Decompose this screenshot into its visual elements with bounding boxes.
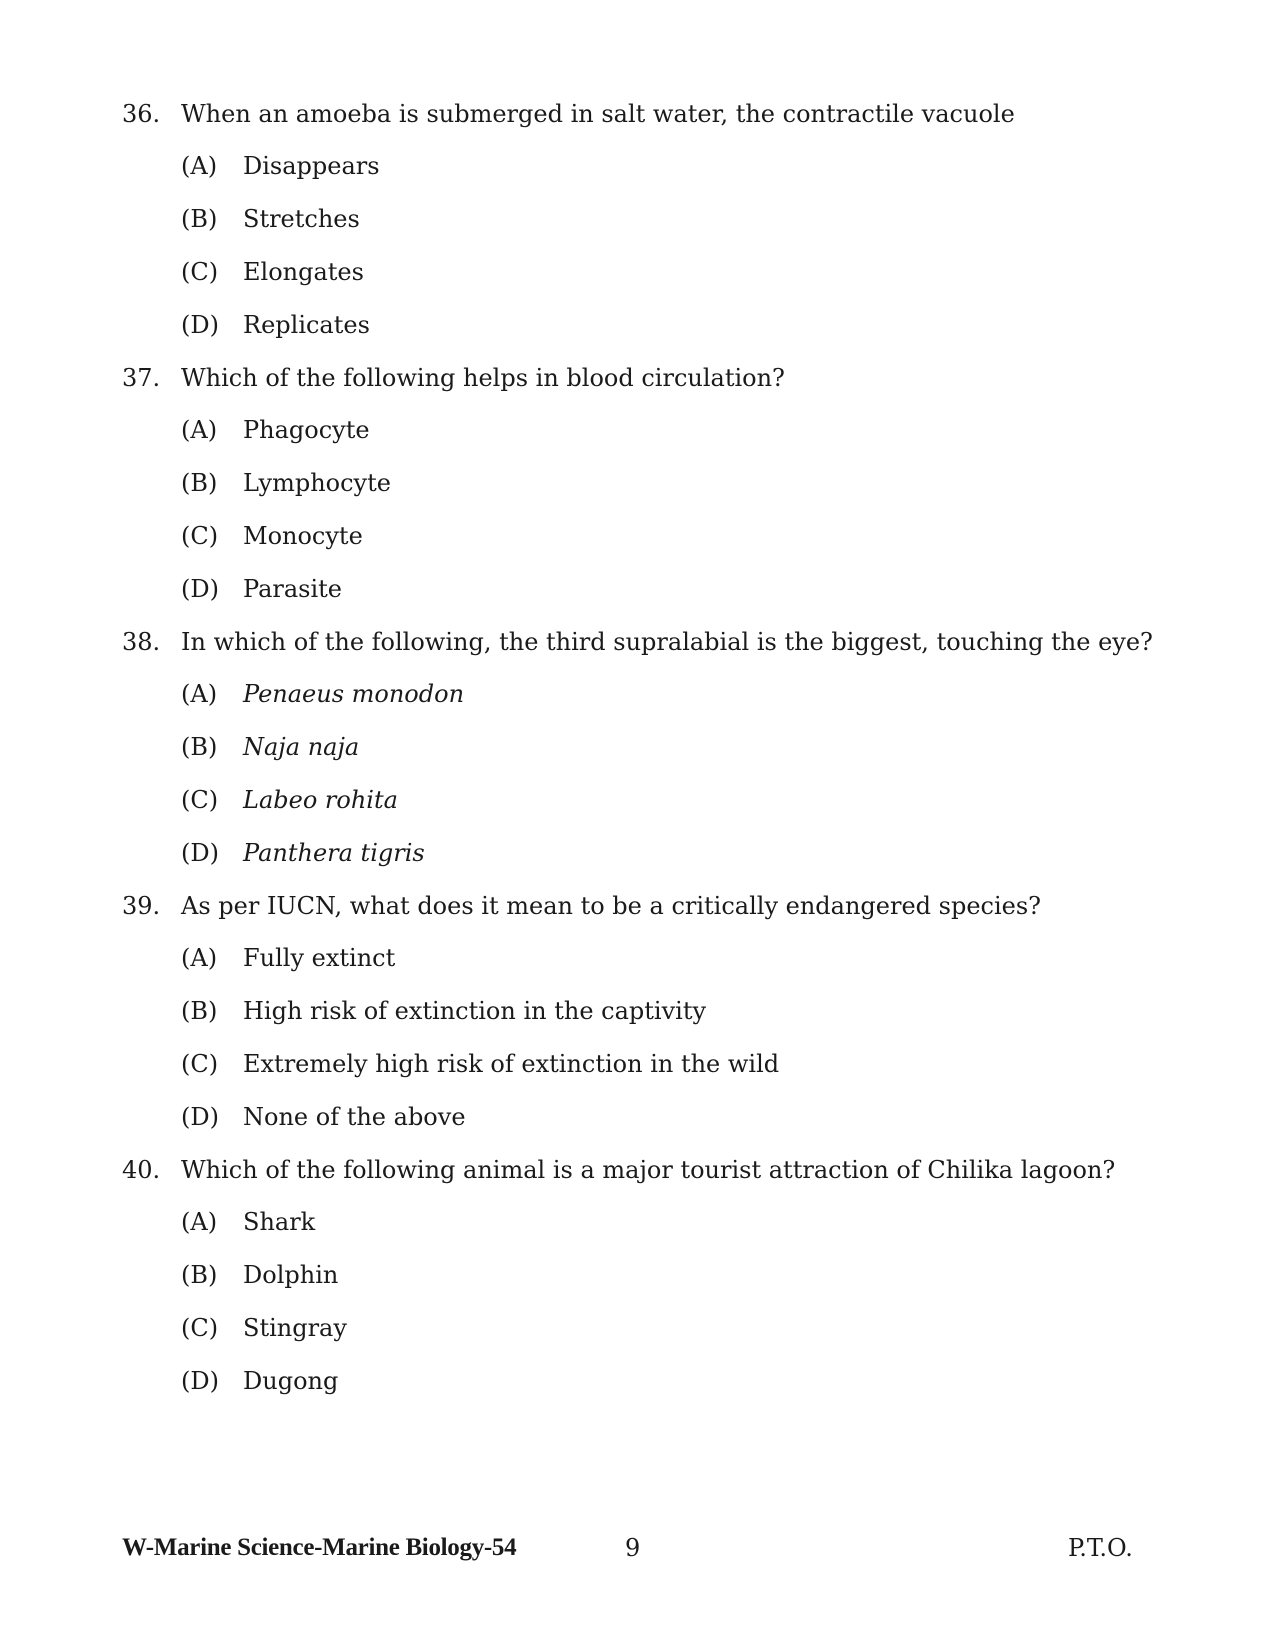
- option-letter: (B): [181, 205, 218, 233]
- option-letter: (A): [181, 152, 218, 180]
- question-text: When an amoeba is submerged in salt water, the contractile vacuole: [181, 100, 1015, 128]
- option-c: [181, 520, 363, 552]
- option-text: Panthera tigris: [243, 839, 425, 867]
- question-number: 40.: [122, 1156, 161, 1184]
- option-a: [181, 678, 464, 710]
- option-b: [181, 1259, 338, 1291]
- option-text: Disappears: [243, 152, 380, 180]
- option-text: Parasite: [243, 575, 342, 603]
- option-letter: (D): [181, 311, 219, 339]
- option-letter: (A): [181, 944, 218, 972]
- option-b: [181, 731, 359, 763]
- option-letter: (D): [181, 1103, 219, 1131]
- option-text: Dugong: [243, 1367, 339, 1395]
- option-letter: (A): [181, 1208, 218, 1236]
- page-number: 9: [625, 1534, 641, 1562]
- question-line: [122, 362, 785, 394]
- question-line: [122, 890, 1041, 922]
- option-a: [181, 150, 380, 182]
- option-text: Stretches: [243, 205, 360, 233]
- option-text: Labeo rohita: [243, 786, 398, 814]
- option-text: Shark: [243, 1208, 316, 1236]
- option-text: Phagocyte: [243, 416, 370, 444]
- option-letter: (B): [181, 997, 218, 1025]
- option-letter: (C): [181, 1050, 219, 1078]
- option-text: Stingray: [243, 1314, 347, 1342]
- option-c: [181, 1048, 779, 1080]
- question-text: In which of the following, the third supralabial is the biggest, touching the eye?: [181, 628, 1153, 656]
- option-b: [181, 467, 391, 499]
- option-letter: (A): [181, 680, 218, 708]
- option-text: Replicates: [243, 311, 370, 339]
- option-a: [181, 414, 370, 446]
- option-text: Monocyte: [243, 522, 363, 550]
- option-text: Lymphocyte: [243, 469, 391, 497]
- option-letter: (D): [181, 1367, 219, 1395]
- option-letter: (B): [181, 733, 218, 761]
- option-text: Extremely high risk of extinction in the wild: [243, 1050, 780, 1078]
- option-letter: (B): [181, 469, 218, 497]
- option-text: High risk of extinction in the captivity: [243, 997, 707, 1025]
- question-text: As per IUCN, what does it mean to be a critically endangered species?: [181, 892, 1042, 920]
- option-d: [181, 1101, 466, 1133]
- option-text: Naja naja: [243, 733, 360, 761]
- option-letter: (B): [181, 1261, 218, 1289]
- option-text: Penaeus monodon: [243, 680, 465, 708]
- option-a: [181, 942, 395, 974]
- option-c: [181, 784, 398, 816]
- question-line: [122, 626, 1153, 658]
- footer-title: W-Marine Science-Marine Biology-54: [122, 1534, 517, 1561]
- pto-label: P.T.O.: [1068, 1534, 1133, 1562]
- option-text: Dolphin: [243, 1261, 339, 1289]
- question-text: Which of the following animal is a major tourist attraction of Chilika lagoon?: [181, 1156, 1116, 1184]
- option-d: [181, 573, 342, 605]
- option-letter: (D): [181, 839, 219, 867]
- option-d: [181, 1365, 338, 1397]
- question-number: 36.: [122, 100, 161, 128]
- option-text: None of the above: [243, 1103, 466, 1131]
- option-c: [181, 1312, 347, 1344]
- option-letter: (C): [181, 786, 219, 814]
- question-line: [122, 98, 1015, 130]
- option-d: [181, 309, 370, 341]
- option-a: [181, 1206, 315, 1238]
- option-letter: (A): [181, 416, 218, 444]
- option-d: [181, 837, 425, 869]
- option-text: Fully extinct: [243, 944, 396, 972]
- option-text: Elongates: [243, 258, 364, 286]
- question-number: 37.: [122, 364, 161, 392]
- option-b: [181, 995, 706, 1027]
- question-line: [122, 1154, 1115, 1186]
- option-c: [181, 256, 364, 288]
- question-number: 38.: [122, 628, 161, 656]
- question-number: 39.: [122, 892, 161, 920]
- page-footer: [0, 1530, 1275, 1566]
- option-letter: (C): [181, 522, 219, 550]
- option-letter: (C): [181, 1314, 219, 1342]
- option-letter: (D): [181, 575, 219, 603]
- question-text: Which of the following helps in blood circulation?: [181, 364, 785, 392]
- option-letter: (C): [181, 258, 219, 286]
- option-b: [181, 203, 360, 235]
